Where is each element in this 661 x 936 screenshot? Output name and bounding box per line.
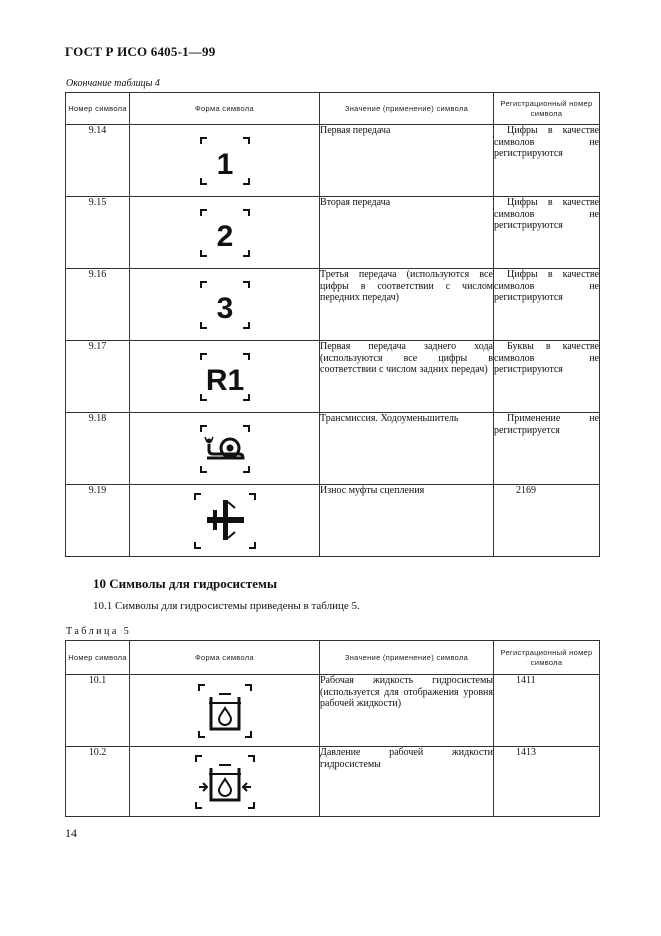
- gear-digit: R1: [205, 363, 244, 397]
- gear-digit: 3: [216, 291, 233, 325]
- table-row: [66, 485, 600, 557]
- symbol-cell: [130, 675, 320, 747]
- symbol-number: 9.15: [66, 197, 130, 269]
- hydraulic-fluid-pressure-icon: [194, 754, 256, 810]
- symbol-number: 9.14: [66, 125, 130, 197]
- clutch-wear-icon: [193, 492, 257, 550]
- gear-digit: 1: [216, 147, 233, 181]
- gear-digit: 2: [216, 219, 233, 253]
- symbol-number: 9.19: [66, 485, 130, 557]
- page-number: 14: [65, 826, 77, 840]
- table-5: [65, 640, 600, 817]
- registration-number: Цифры в качестве символов не регистрируются: [494, 125, 600, 197]
- column-header-number: Номер символа: [66, 93, 130, 125]
- registration-number: Цифры в качестве символов не регистрируются: [494, 197, 600, 269]
- digit-3-icon: [199, 280, 251, 330]
- section-paragraph: 10.1 Символы для гидросистемы приведены в таблице 5.: [93, 600, 360, 612]
- symbol-meaning: Давление рабочей жидкости гидросистемы: [320, 747, 494, 817]
- symbol-cell: [130, 125, 320, 197]
- registration-number: 1411: [494, 675, 600, 747]
- section-heading: 10 Символы для гидросистемы: [93, 576, 277, 591]
- reverse-gear-icon: [199, 352, 251, 402]
- symbol-meaning: Третья передача (используются все цифры в соответствии с числом передних передач): [320, 269, 494, 341]
- symbol-cell: [130, 341, 320, 413]
- symbol-number: 9.18: [66, 413, 130, 485]
- symbol-meaning: Трансмиссия. Ходоуменьшитель: [320, 413, 494, 485]
- symbol-meaning: Вторая передача: [320, 197, 494, 269]
- registration-number: 1413: [494, 747, 600, 817]
- column-header-number: Номер символа: [66, 641, 130, 675]
- column-header-form: Форма символа: [130, 93, 320, 125]
- symbol-meaning: Рабочая жидкость гидросистемы (используется для отображения уровня рабочей жидкости): [320, 675, 494, 747]
- table-caption: Таблица 5: [66, 626, 132, 637]
- digit-1-icon: [199, 136, 251, 186]
- symbol-number: 10.1: [66, 675, 130, 747]
- table-4: [65, 92, 600, 557]
- table-header-row: [66, 641, 600, 675]
- column-header-meaning: Значение (применение) символа: [320, 641, 494, 675]
- registration-number: Применение не регистрируется: [494, 413, 600, 485]
- column-header-form: Форма символа: [130, 641, 320, 675]
- registration-number: Буквы в качестве символов не регистрируются: [494, 341, 600, 413]
- symbol-number: 9.16: [66, 269, 130, 341]
- digit-2-icon: [199, 208, 251, 258]
- symbol-meaning: Износ муфты сцепления: [320, 485, 494, 557]
- column-header-meaning: Значение (применение) символа: [320, 93, 494, 125]
- hydraulic-fluid-level-icon: [197, 683, 253, 739]
- table-row: [66, 413, 600, 485]
- symbol-cell: [130, 747, 320, 817]
- snail-creeper-icon: [199, 424, 251, 474]
- registration-number: Цифры в качестве символов не регистрируются: [494, 269, 600, 341]
- column-header-reg: Регистрационный номер символа: [494, 93, 600, 125]
- registration-number: 2169: [494, 485, 600, 557]
- symbol-number: 10.2: [66, 747, 130, 817]
- symbol-cell: [130, 197, 320, 269]
- symbol-meaning: Первая передача заднего хода (используются все цифры в соответствии с числом задних передач): [320, 341, 494, 413]
- symbol-cell: [130, 413, 320, 485]
- column-header-reg: Регистрационный номер символа: [494, 641, 600, 675]
- table-row: [66, 341, 600, 413]
- table-row: [66, 125, 600, 197]
- table-row: [66, 197, 600, 269]
- table-row: [66, 675, 600, 747]
- table-row: [66, 269, 600, 341]
- document-header: ГОСТ Р ИСО 6405-1—99: [65, 44, 216, 59]
- symbol-cell: [130, 269, 320, 341]
- table-row: [66, 747, 600, 817]
- symbol-meaning: Первая передача: [320, 125, 494, 197]
- symbol-cell: [130, 485, 320, 557]
- symbol-number: 9.17: [66, 341, 130, 413]
- table-continuation-caption: Окончание таблицы 4: [66, 78, 160, 89]
- table-header-row: [66, 93, 600, 125]
